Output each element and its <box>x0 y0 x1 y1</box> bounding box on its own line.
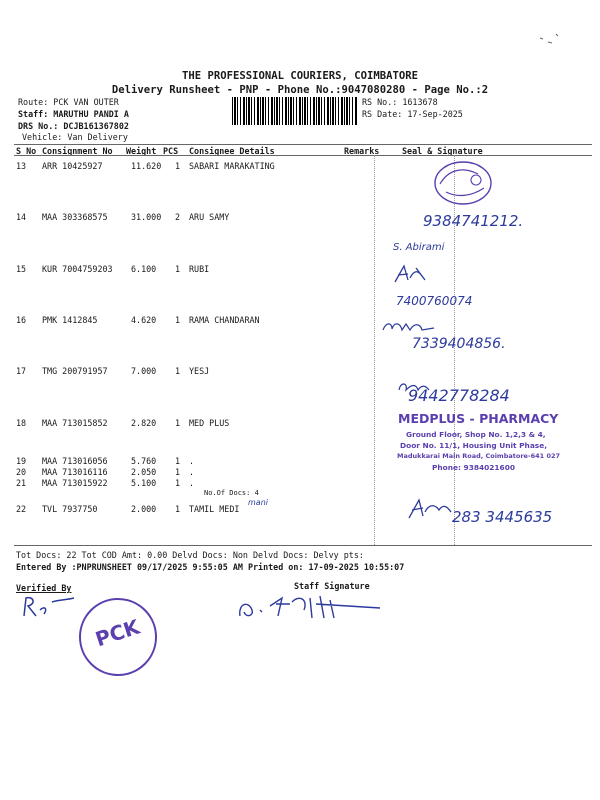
col-pcs: PCS <box>163 146 179 156</box>
row-pcs: 1 <box>175 456 181 466</box>
row-consignee: . <box>189 467 195 477</box>
stamp-title: MEDPLUS - PHARMACY <box>398 411 559 426</box>
header-rule-bottom <box>14 155 592 156</box>
company-title: THE PROFESSIONAL COURIERS, COIMBATORE <box>182 70 418 82</box>
staff-label: Staff: MARUTHU PANDI A <box>18 109 129 119</box>
vehicle-label: Vehicle: Van Delivery <box>22 132 128 142</box>
row-sno: 18 <box>16 418 27 428</box>
staff-signature-label: Staff Signature <box>294 581 370 591</box>
header-rule-top <box>14 144 592 145</box>
rs-number: RS No.: 1613678 <box>362 97 438 107</box>
row-pcs: 1 <box>175 504 181 514</box>
row-weight: 4.620 <box>131 315 157 325</box>
col-remarks: Remarks <box>344 146 380 156</box>
row-sno: 20 <box>16 467 27 477</box>
row-consignee: SABARI MARAKATING <box>189 161 275 171</box>
col-seal: Seal & Signature <box>402 146 483 156</box>
handwritten-name: S. Abirami <box>393 242 445 253</box>
row-pcs: 1 <box>175 161 181 171</box>
corner-mark-icon <box>538 32 562 46</box>
runsheet-title: Delivery Runsheet - PNP - Phone No.:9047080280 - Page No.:2 <box>111 84 489 96</box>
row-sno: 17 <box>16 366 27 376</box>
handwritten-phone: 9442778284 <box>408 386 510 405</box>
row-consignee: ARU SAMY <box>189 212 230 222</box>
row-weight: 5.100 <box>131 478 157 488</box>
col-consignee: Consignee Details <box>189 146 275 156</box>
row-consignee: . <box>189 478 195 488</box>
verifier-signature-icon <box>18 592 78 622</box>
drs-label: DRS No.: DCJB161367802 <box>18 121 129 131</box>
signature-icon <box>405 496 455 524</box>
handwritten-note: mani <box>248 498 268 507</box>
row-sno: 14 <box>16 212 27 222</box>
docs-count: No.Of Docs: 4 <box>204 489 259 497</box>
row-sno: 15 <box>16 264 27 274</box>
row-sno: 19 <box>16 456 27 466</box>
row-consignment: TMG 200791957 <box>42 366 108 376</box>
row-sno: 13 <box>16 161 27 171</box>
row-consignee: YESJ <box>189 366 210 376</box>
remarks-separator <box>374 155 375 545</box>
handwritten-phone: 7400760074 <box>396 294 473 308</box>
row-pcs: 1 <box>175 315 181 325</box>
rs-date: RS Date: 17-Sep-2025 <box>362 109 463 119</box>
stamp-phone: Phone: 9384021600 <box>432 463 515 472</box>
row-consignee: TAMIL MEDI <box>189 504 240 514</box>
row-sno: 21 <box>16 478 27 488</box>
row-weight: 2.000 <box>131 504 157 514</box>
row-consignment: MAA 713016116 <box>42 467 108 477</box>
row-weight: 2.050 <box>131 467 157 477</box>
row-weight: 5.760 <box>131 456 157 466</box>
stamp-address-line: Ground Floor, Shop No. 1,2,3 & 4, <box>406 430 546 439</box>
signature-icon <box>380 318 436 336</box>
row-consignment: KUR 7004759203 <box>42 264 113 274</box>
row-weight: 2.820 <box>131 418 157 428</box>
row-consignee: RAMA CHANDARAN <box>189 315 260 325</box>
stamp-address-line: Door No. 11/1, Housing Unit Phase, <box>400 441 548 450</box>
row-consignment: ARR 10425927 <box>42 161 103 171</box>
col-weight: Weight <box>126 146 157 156</box>
row-consignment: MAA 713016056 <box>42 456 108 466</box>
row-pcs: 1 <box>175 366 181 376</box>
totals-line: Tot Docs: 22 Tot COD Amt: 0.00 Delvd Docs: Non Delvd Docs: Delvy pts: <box>16 550 364 560</box>
drs-barcode <box>232 97 357 125</box>
row-pcs: 1 <box>175 264 181 274</box>
pck-stamp: PCK <box>92 614 143 652</box>
row-pcs: 1 <box>175 418 181 428</box>
row-pcs: 1 <box>175 478 181 488</box>
row-consignment: MAA 713015922 <box>42 478 108 488</box>
verified-by-label: Verified By <box>16 583 72 593</box>
row-consignment: TVL 7937750 <box>42 504 98 514</box>
row-weight: 6.100 <box>131 264 157 274</box>
staff-signature-icon <box>230 588 392 628</box>
row-consignment: MAA 713015852 <box>42 418 108 428</box>
col-consignment: Consignment No <box>42 146 113 156</box>
row-weight: 11.620 <box>131 161 162 171</box>
row-consignee: RUBI <box>189 264 210 274</box>
row-consignment: PMK 1412845 <box>42 315 98 325</box>
row-consignment: MAA 303368575 <box>42 212 108 222</box>
stamp-address-line: Madukkarai Main Road, Coimbatore-641 027 <box>397 452 561 460</box>
entered-line: Entered By :PNPRUNSHEET 09/17/2025 9:55:05 AM Printed on: 17-09-2025 10:55:07 <box>16 562 405 572</box>
row-consignee: . <box>189 456 195 466</box>
row-pcs: 2 <box>175 212 181 222</box>
handwritten-phone: 9384741212. <box>423 212 524 230</box>
footer-rule <box>14 545 592 546</box>
row-sno: 22 <box>16 504 27 514</box>
row-weight: 7.000 <box>131 366 157 376</box>
row-pcs: 1 <box>175 467 181 477</box>
route-label: Route: PCK VAN OUTER <box>18 97 119 107</box>
row-weight: 31.000 <box>131 212 162 222</box>
seal-mark-icon <box>428 158 498 208</box>
col-sno: S No <box>16 146 37 156</box>
handwritten-phone: 7339404856. <box>412 336 506 352</box>
handwritten-phone: 283 3445635 <box>452 508 553 526</box>
row-consignee: MED PLUS <box>189 418 230 428</box>
row-sno: 16 <box>16 315 27 325</box>
signature-icon <box>392 262 428 286</box>
